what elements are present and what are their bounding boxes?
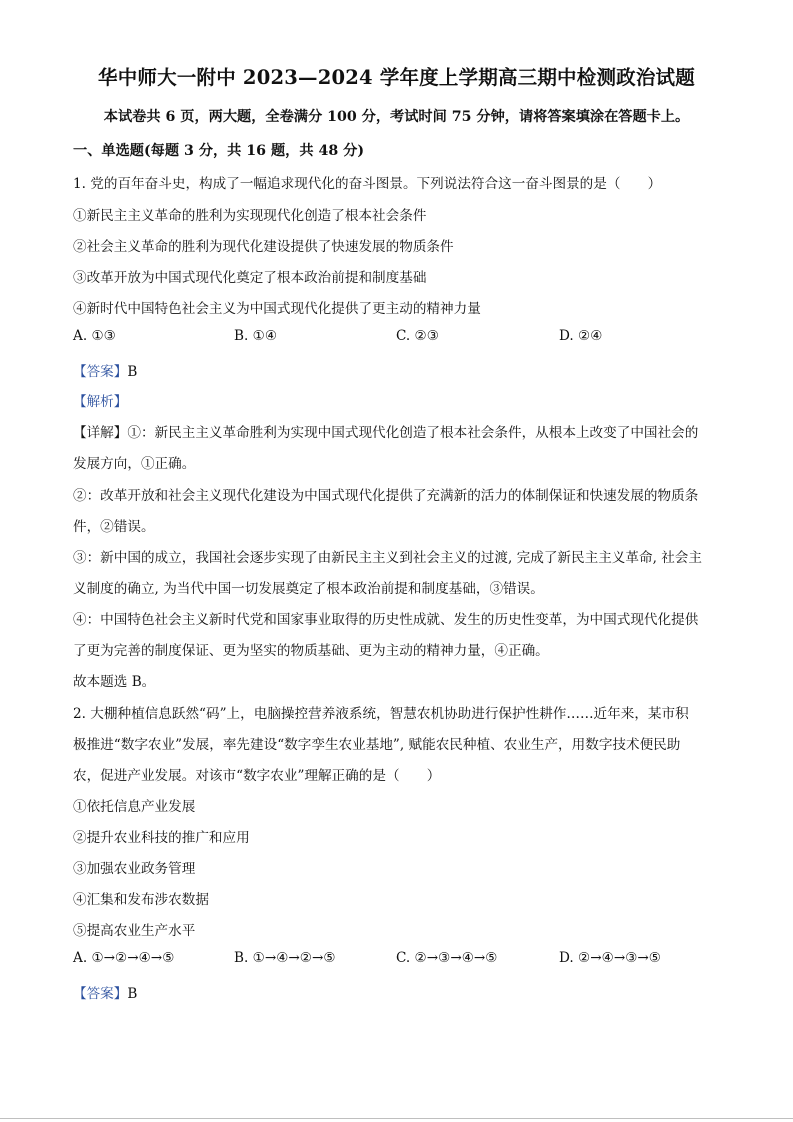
q1-option-b: B. ①④	[234, 328, 278, 344]
q1-option-c: C. ②③	[396, 328, 439, 344]
q2-stem-2: 极推进“数字农业”发展，率先建设“数字孪生农业基地”, 赋能农民种植、农业生产，用数字技术便民助	[73, 737, 681, 753]
q1-item-4: ④新时代中国特色社会主义为中国式现代化提供了更主动的精神力量	[73, 301, 481, 317]
q2-option-b: B. ①→④→②→⑤	[234, 950, 336, 966]
q1-detail-9: 故本题选 B。	[73, 674, 156, 690]
q1-item-1: ①新民主主义革命的胜利为实现现代化创造了根本社会条件	[73, 208, 427, 224]
q2-answer	[73, 982, 137, 1002]
answer-value: B	[127, 986, 138, 1002]
q1-item-3: ③改革开放为中国式现代化奠定了根本政治前提和制度基础	[73, 270, 427, 286]
q1-detail-5: ③：新中国的成立，我国社会逐步实现了由新民主主义到社会主义的过渡, 完成了新民主主义革命, 社会主	[73, 550, 702, 566]
q2-item-4: ④汇集和发布涉农数据	[73, 892, 209, 908]
q1-option-a: A. ①③	[73, 328, 116, 344]
q1-detail-4: 件，②错误。	[73, 519, 155, 535]
page-title: 华中师大一附中 2023—2024 学年度上学期高三期中检测政治试题	[98, 66, 695, 89]
q1-detail-7: ④：中国特色社会主义新时代党和国家事业取得的历史性成就、发生的历史性变革，为中国式现代化提供	[73, 612, 699, 628]
q1-answer	[73, 360, 137, 380]
exam-instructions: 本试卷共 6 页，两大题，全卷满分 100 分，考试时间 75 分钟，请将答案填涂在答题卡上。	[103, 109, 690, 125]
answer-tag: 【答案】	[73, 364, 128, 380]
q2-item-1: ①依托信息产业发展	[73, 799, 196, 815]
answer-tag: 【答案】	[73, 986, 128, 1002]
q2-option-a: A. ①→②→④→⑤	[73, 950, 175, 966]
detail-tag: 【详解】	[73, 425, 128, 441]
detail-text: ①：新民主主义革命胜利为实现中国式现代化创造了根本社会条件，从根本上改变了中国社会的	[127, 425, 699, 441]
q2-option-d: D. ②→④→③→⑤	[559, 950, 661, 966]
q1-stem: 1. 党的百年奋斗史，构成了一幅追求现代化的奋斗图景。下列说法符合这一奋斗图景的是（ ）	[73, 176, 662, 192]
q1-analysis-tag: 【解析】	[73, 394, 128, 410]
q1-item-2: ②社会主义革命的胜利为现代化建设提供了快速发展的物质条件	[73, 239, 454, 255]
q1-detail-1	[73, 421, 698, 441]
q1-option-d: D. ②④	[559, 328, 603, 344]
q2-option-c: C. ②→③→④→⑤	[396, 950, 498, 966]
q2-stem-3: 农，促进产业发展。对该市“数字农业”理解正确的是（ ）	[73, 768, 441, 784]
q1-detail-8: 了更为完善的制度保证、更为坚实的物质基础、更为主动的精神力量，④正确。	[73, 643, 549, 659]
q2-stem-1: 2. 大棚种植信息跃然“码”上，电脑操控营养液系统，智慧农机协助进行保护性耕作……近年来，某市积	[73, 706, 689, 722]
page-bottom-divider	[0, 1118, 793, 1119]
q1-detail-6: 义制度的确立, 为当代中国一切发展奠定了根本政治前提和制度基础，③错误。	[73, 581, 544, 597]
q2-item-2: ②提升农业科技的推广和应用	[73, 830, 250, 846]
q1-detail-3: ②：改革开放和社会主义现代化建设为中国式现代化提供了充满新的活力的体制保证和快速发展的物质条	[73, 488, 699, 504]
q2-item-3: ③加强农业政务管理	[73, 861, 196, 877]
q1-detail-2: 发展方向，①正确。	[73, 456, 196, 472]
section-heading: 一、单选题(每题 3 分，共 16 题，共 48 分)	[73, 143, 365, 159]
answer-value: B	[127, 364, 138, 380]
q2-item-5: ⑤提高农业生产水平	[73, 923, 196, 939]
